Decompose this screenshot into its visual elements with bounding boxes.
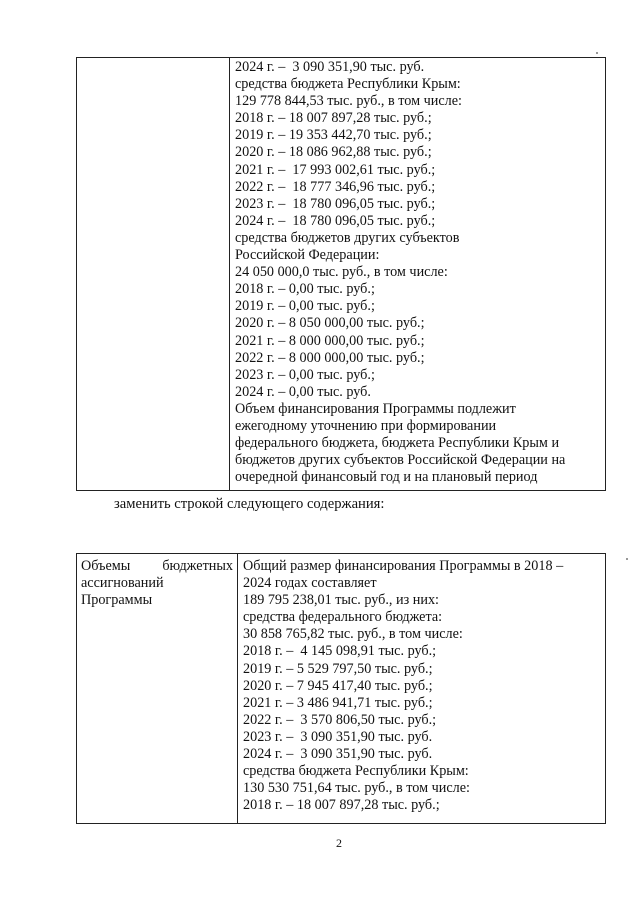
text-line: 2024 годах составляет <box>243 575 377 592</box>
text-line: ежегодному уточнению при формировании <box>235 417 497 434</box>
text-line: Объем финансирования Программы подлежит <box>235 400 516 417</box>
label-word-budgetnyh: бюджетных <box>162 558 233 574</box>
replacement-instruction: заменить строкой следующего содержания: <box>114 496 385 512</box>
text-line: 2022 г. – 3 570 806,50 тыс. руб.; <box>243 711 437 728</box>
text-line: 2019 г. – 0,00 тыс. руб.; <box>235 298 375 315</box>
page-number: 2 <box>336 836 342 850</box>
text-line: средства бюджета Республики Крым: <box>243 763 469 780</box>
scan-speck <box>626 558 628 560</box>
text-line: 2020 г. – 18 086 962,88 тыс. руб.; <box>235 144 432 161</box>
text-line: 2022 г. – 18 777 346,96 тыс. руб.; <box>235 178 436 195</box>
text-line: 2023 г. – 0,00 тыс. руб.; <box>235 366 375 383</box>
label-line-assignovaniy: ассигнований <box>81 575 164 592</box>
text-line: 2024 г. – 3 090 351,90 тыс. руб. <box>243 746 433 763</box>
text-line: 2021 г. – 8 000 000,00 тыс. руб.; <box>235 332 425 349</box>
table-continuation <box>76 57 606 491</box>
text-line: 2018 г. – 18 007 897,28 тыс. руб.; <box>243 797 440 814</box>
text-line: очередной финансовый год и на плановый период <box>235 469 538 486</box>
text-line: 2019 г. – 5 529 797,50 тыс. руб.; <box>243 660 433 677</box>
scan-speck <box>596 52 598 54</box>
text-line: 129 778 844,53 тыс. руб., в том числе: <box>235 93 462 110</box>
text-line: 2018 г. – 0,00 тыс. руб.; <box>235 281 375 298</box>
text-line: 130 530 751,64 тыс. руб., в том числе: <box>243 780 470 797</box>
text-line: Общий размер финансирования Программы в 2018 – <box>243 558 564 574</box>
text-line: 30 858 765,82 тыс. руб., в том числе: <box>243 626 463 643</box>
text-line: 2019 г. – 19 353 442,70 тыс. руб.; <box>235 127 432 144</box>
text-line: 2020 г. – 7 945 417,40 тыс. руб.; <box>243 677 433 694</box>
table-replacement <box>76 553 606 824</box>
text-line: Российской Федерации: <box>235 247 380 264</box>
label-line-programmy: Программы <box>81 592 153 609</box>
table-column-divider <box>237 554 238 823</box>
financing-details-cell <box>243 558 563 814</box>
text-line: 24 050 000,0 тыс. руб., в том числе: <box>235 264 448 281</box>
text-line: 2018 г. – 4 145 098,91 тыс. руб.; <box>243 643 437 660</box>
text-line: 2024 г. – 3 090 351,90 тыс. руб. <box>235 59 425 75</box>
text-line: федерального бюджета, бюджета Республики Крым и <box>235 435 560 452</box>
text-line: 2023 г. – 18 780 096,05 тыс. руб.; <box>235 195 436 212</box>
text-line: 2021 г. – 3 486 941,71 тыс. руб.; <box>243 694 433 711</box>
text-line: 2018 г. – 18 007 897,28 тыс. руб.; <box>235 110 432 127</box>
text-line: средства федерального бюджета: <box>243 609 443 626</box>
text-line: бюджетов других субъектов Российской Федерации на <box>235 452 566 469</box>
text-line: средства бюджетов других субъектов <box>235 229 460 246</box>
text-line: 189 795 238,01 тыс. руб., из них: <box>243 592 439 609</box>
text-line: 2023 г. – 3 090 351,90 тыс. руб. <box>243 728 433 745</box>
text-line: 2021 г. – 17 993 002,61 тыс. руб.; <box>235 161 436 178</box>
financing-details-cell <box>235 59 565 486</box>
text-line: 2024 г. – 18 780 096,05 тыс. руб.; <box>235 212 436 229</box>
label-word-objemy: Объемы <box>81 558 131 574</box>
text-line: средства бюджета Республики Крым: <box>235 76 461 93</box>
budget-allocations-label <box>81 558 233 609</box>
text-line: 2020 г. – 8 050 000,00 тыс. руб.; <box>235 315 425 332</box>
table-column-divider <box>229 58 230 490</box>
text-line: 2024 г. – 0,00 тыс. руб. <box>235 383 371 400</box>
text-line: 2022 г. – 8 000 000,00 тыс. руб.; <box>235 349 425 366</box>
